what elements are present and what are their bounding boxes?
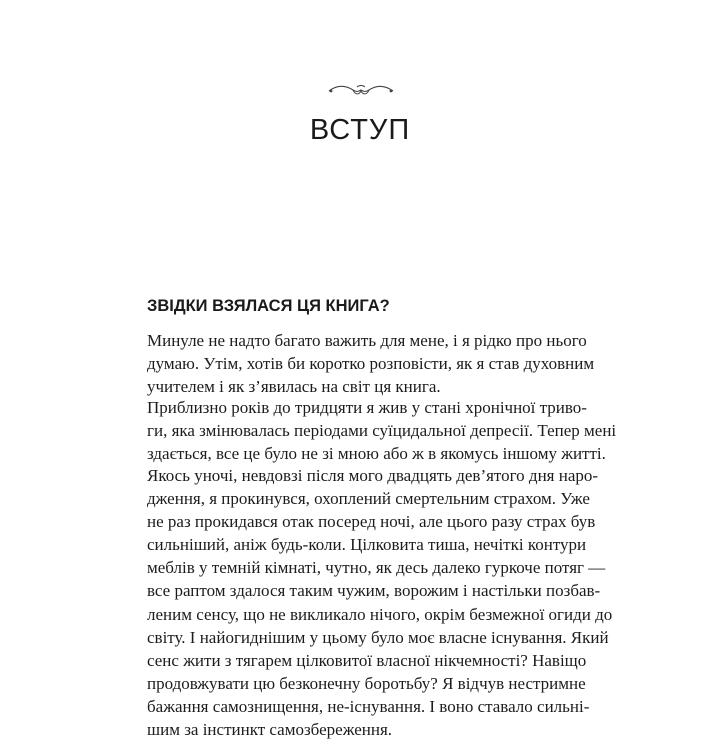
- paragraph-2: [147, 396, 617, 465]
- section-heading: ЗВІДКИ ВЗЯЛАСЯ ЦЯ КНИГА?: [147, 297, 390, 315]
- paragraph-1: [147, 329, 595, 398]
- paragraph-line: сильніший, аніж будь-коли. Цілковита тиша, нечіткі контури: [147, 535, 587, 555]
- paragraph-line: леним сенсу, що не викликало нічого, окрім безмежної огиди до: [147, 604, 613, 624]
- paragraph-line: не раз прокидався отак посеред ночі, але цього разу страх був: [147, 512, 596, 532]
- paragraph-line: Минуле не надто багато важить для мене, і я рідко про нього: [147, 331, 587, 350]
- paragraph-line: Якось уночі, невдовзі після мого двадцять дев’ятого дня наро-: [147, 466, 599, 485]
- flourish-ornament-icon: [327, 82, 395, 98]
- paragraph-line: світу. І найогиднішим у цьому було моє власне існування. Який: [147, 627, 609, 647]
- paragraph-line: здається, все це було не зі мною або ж в якомусь іншому житті.: [147, 444, 606, 464]
- paragraph-line: Приблизно років до тридцяти я жив у стані хронічної триво-: [147, 398, 587, 417]
- paragraph-line: все раптом здалося таким чужим, ворожим і настільки позбав-: [147, 581, 601, 601]
- paragraph-line: думаю. Утім, хотів би коротко розповісти, як я став духовним: [147, 354, 595, 374]
- paragraph-line: бажання самознищення, не-існування. І воно ставало сильні-: [147, 696, 590, 716]
- paragraph-line: ги, яка змінювалась періодами суїцидальної депресії. Тепер мені: [147, 421, 617, 441]
- paragraph-line: шим за інстинкт самозбереження.: [147, 720, 393, 740]
- paragraph-line: сенс жити з тягарем цілковитої власної нікчемності? Навіщо: [147, 650, 587, 670]
- paragraph-line: меблів у темній кімнаті, чутно, як десь далеко гуркоче потяг —: [147, 558, 606, 578]
- chapter-title: ВСТУП: [309, 114, 411, 146]
- paragraph-line: учителем і як з’явилась на світ ця книга.: [147, 377, 441, 397]
- paragraph-line: дження, я прокинувся, охоплений смертельним страхом. Уже: [147, 489, 590, 509]
- paragraph-line: продовжувати цю безконечну боротьбу? Я відчув нестримне: [147, 673, 586, 693]
- paragraph-3: [147, 464, 613, 741]
